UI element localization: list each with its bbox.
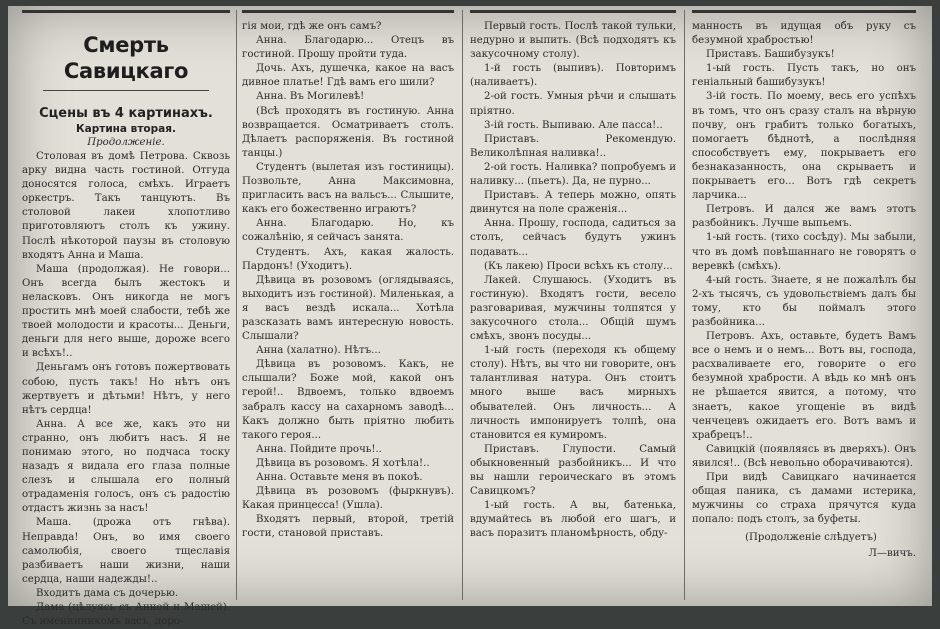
paragraph: 4-ый гость. Знаете, я не пожалѣлъ бы 2-хъ тысячъ, съ удовольствіемъ далъ бы тому, кто бы поймалъ этого разбойника... [692,274,916,328]
paragraph: Дочь. Ахъ, душечка, какое на васъ дивное платье! Гдѣ вамъ его шили? [242,63,454,89]
paragraph: 1-ый гость. А вы, батенька, вдумайтесь въ любой его шагъ, и васъ поразитъ планомѣрность, обду- [470,500,676,540]
paragraph: Приставъ. Башибузукъ! [706,49,835,61]
paragraph: (Всѣ проходятъ въ гостиную. Анна возвращается. Осматриваетъ столъ. Дѣлаетъ распоряженія. Въ гостиной танцы.) [242,105,454,159]
paragraph: Дѣвица въ розовомъ (фыркнувъ). Какая принцесса! (Ушла). [242,486,454,512]
continuation-note: Продолженіе. [87,137,165,148]
paragraph: Дѣвица въ розовомъ. Я хотѣла!.. [256,457,430,469]
paragraph: Приставъ. Глупости. Самый обыкновенный разбойникъ... И что вы нашли героическаго въ этомъ Савицкомъ? [470,443,676,498]
paragraph: Савицкій (появляясь въ дверяхъ). Онъ явился!.. (Всѣ невольно оборачиваются). [692,443,916,469]
paragraph: Входятъ первый, второй, третій гости, становой приставъ. [242,514,454,540]
paragraph: Приставъ. Рекомендую. Великолѣпная наливка!.. [470,133,676,159]
column-divider [236,10,237,600]
paragraph: 3-ій гость. По моему, весь его успѣхъ въ томъ, что онъ сразу сталъ на вѣрную почву, онъ грабитъ только богатыхъ, помогаетъ бѣднотѣ, а послѣдняя способствуетъ ему, покрываетъ его безнаказанность, она скрываетъ и покрываетъ его... Вотъ гдѣ секретъ ларчика... [692,91,916,202]
column-2 [242,12,454,600]
paragraph: Анна. Оставьте меня въ покоѣ. [256,472,423,483]
paragraph: Анна. А все же, какъ это ни странно, онъ любитъ насъ. Я не понимаю этого, но подчаса тоску назадъ я видала его глаза полные слезъ и слышала его полный отрадаменія голосъ, онъ съ радостію отдастъ жизнь за насъ! [22,418,230,515]
paragraph: 1-ый гость. (тихо сосѣду). Мы забыли, что въ домѣ повѣшаннаго не говорятъ о веревкѣ (смѣхъ). [692,232,916,272]
paragraph: Анна. Въ Могилевѣ! [256,91,365,103]
paragraph: Входитъ дама съ дочерью. [36,587,179,599]
article-title: Смерть Савицкаго [63,33,189,83]
title-divider [43,90,209,91]
article-subtitle: Сцены въ 4 картинахъ. [39,106,213,121]
paragraph: При видѣ Савицкаго начинается общая паника, съ дамами истерика, мужчины со страха прячутся куда попало: подъ столъ, за буфеты. [692,472,916,526]
column-3 [470,12,676,600]
scene-heading: Картина вторая. [76,123,176,135]
paragraph: Студентъ (вылетая изъ гостиницы). Позвольте, Анна Максимовна, пригласить васъ на вальсъ... Слышите, какъ его божественно играютъ? [242,161,454,216]
author-signature: Л—вичъ. [868,548,916,560]
paragraph: 1-ый гость. Пусть такъ, но онъ геніальный башибузукъ! [692,63,916,89]
column-1 [22,12,230,628]
paragraph: Петровъ. И дался же вамъ этотъ разбойникъ. Лучше выпьемъ. [692,204,916,230]
paragraph: Приставъ. А теперь можно, опять двинутся на поле сраженія... [470,190,676,216]
paragraph: Дѣвица въ розовомъ (оглядываясь, выходитъ изъ гостиной). Миленькая, а я васъ вездѣ искала... Хотѣла разсказать вамъ интересную новость. Слышали? [242,274,454,343]
paragraph: гія мои, гдѣ же онъ самъ? [242,21,382,32]
paragraph: 2-ой гость. Наливка? попробуемъ и наливку... (пьетъ). Да, не пурно... [470,161,676,188]
paragraph: Лакей. Слушаюсь. (Уходитъ въ гостиную). Входятъ гости, весело разговаривая, мужчины толпятся у закусочного стола... Общій шумъ смѣхъ, звонъ посуды... [470,274,676,343]
paragraph: Анна. Благодарю... Отецъ въ гостиной. Прошу пройти туда. [242,35,454,61]
paragraph: (Къ лакею) Проси всѣхъ къ столу... [484,260,673,272]
column-4 [692,12,916,600]
paragraph: Столовая въ домѣ Петрова. Сквозь арку видна часть гостиной. Отгуда доносятся голоса, смѣхъ. Играетъ оркестръ. Такъ танцуютъ. Въ столовой лакеи хлопотливо приготовляютъ столъ къ ужину. Послѣ нѣкоторой паузы въ столовую входятъ Анна и Маша. [22,151,230,261]
paragraph: 1-й гость (выпивъ). Повторимъ (наливаетъ). [470,63,676,89]
paragraph: манность въ идущая объ руку съ безумной храбростью! [692,21,916,47]
paragraph: Маша. (дрожа отъ гнѣва). Неправда! Онъ, во имя своего самолюбія, своего тщеславія разбиваетъ наши жизни, наши сердца, наши надежды!.. [22,517,230,585]
paragraph: Анна. Благодарю. Но, къ сожалѣнію, я сейчасъ занята. [242,218,454,244]
paragraph: Анна. Пойдите прочь!.. [256,443,382,455]
paragraph: 2-ой гость. Умныя рѣчи и слышать пріятно. [470,91,676,117]
newspaper-page [8,6,932,628]
paragraph: Анна. Прошу, господа, садиться за столъ, сейчасъ будутъ ужинъ подавать... [470,218,676,258]
column-divider [462,10,463,600]
paragraph: Дама (цѣлуясь съ Анной и Машей). Съ именинникомъ васъ, доро- [22,602,230,628]
continued-note: (Продолженіе слѣдуетъ) [745,532,877,544]
paragraph: Анна (халатно). Нѣтъ... [256,345,381,357]
paragraph: Первый гость. Послѣ такой тульки, недурно и выпить. (Всѣ подходятъ къ закусочному столу). [470,21,676,61]
paragraph: 3-ій гость. Выпиваю. Але пасса!.. [484,119,663,131]
paragraph: Дѣвица въ розовомъ. Какъ, не слышали? Боже мой, какой онъ герой!.. Вдвоемъ, только вдвоемъ забралъ кассу на сахарномъ заводѣ... Какъ должно быть пріятно любить такого героя... [242,359,454,441]
column-divider [684,10,685,600]
paragraph: Деньгамъ онъ готовъ пожертвовать собою, пусть такъ! Но нѣтъ онъ жертвуетъ и дѣтьми! Нѣтъ, у него нѣтъ сердца! [22,362,230,416]
paragraph: 1-ый гость (переходя къ общему столу). Нѣтъ, вы что ни говорите, онъ талантливая натура. Онъ стоитъ много выше васъ мирныхъ обывателей. Онъ личность... А личность импонируетъ толпѣ, она становится ея кумиромъ. [470,345,676,441]
paragraph: Петровъ. Ахъ, оставьте, будетъ Вамъ все о немъ и о немъ... Вотъ вы, господа, расхваливаете его, говорите о его безумной храбрости. А вѣдь ко мнѣ онъ не рѣшается явится, а потому, что знаетъ, какое угощеніе въ видѣ ченчецевъ ожидаетъ его. Вотъ вамъ и храбрецъ!.. [692,331,916,441]
paragraph: Маша (продолжая). Не говори... Онъ всегда былъ жестокъ и неласковъ. Онъ никогда не могъ простить мнѣ моей слабости, тебѣ же твоей молодости и красоты... Деньги, деньги для него выше, дороже всего и всѣхъ!.. [22,263,230,360]
paragraph: Студентъ. Ахъ, какая жалость. Пардонъ! (Уходитъ). [242,246,454,272]
